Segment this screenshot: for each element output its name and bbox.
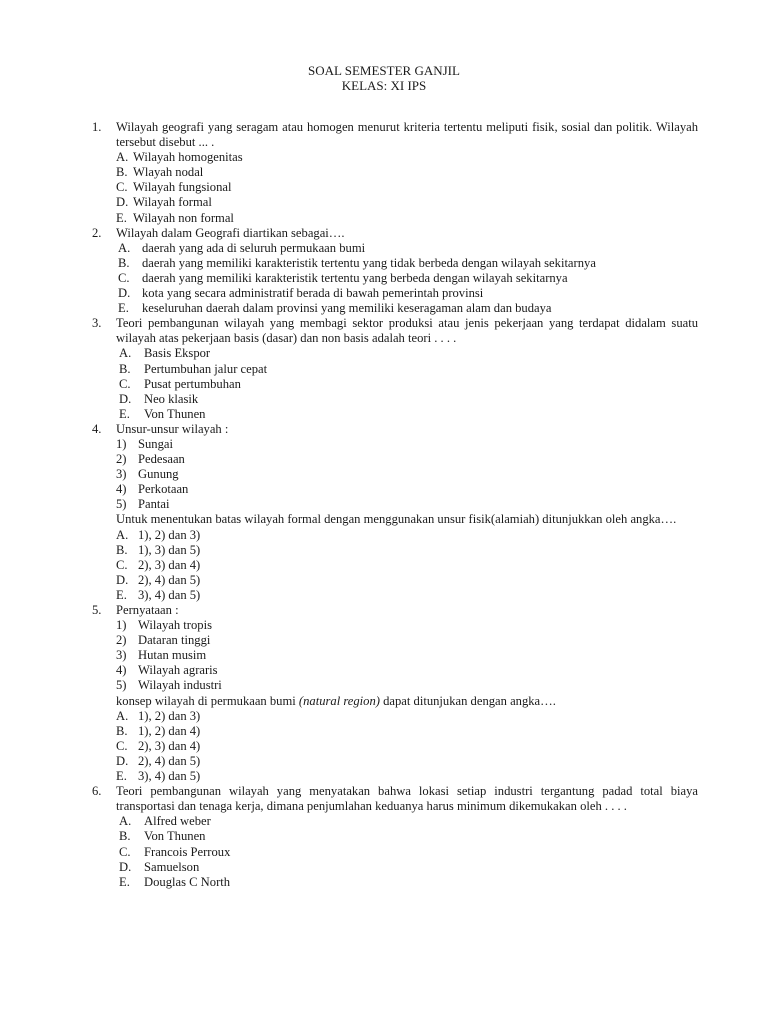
item-text: Wilayah tropis (138, 618, 212, 633)
item-label: 5) (116, 678, 127, 693)
answer-option (116, 301, 698, 316)
item-text: Hutan musim (138, 648, 207, 663)
question-2 (92, 226, 698, 317)
question-text: Teori pembangunan wilayah yang menyatakan bahwa lokasi setiap industri tergantung padad total biaya transportasi dan tenaga kerja, dimana penjumlahan keduanya harus minimum dikemukakan oleh . . . . (116, 784, 698, 814)
option-label: E. (118, 301, 129, 316)
item-text: Wilayah agraris (138, 663, 218, 678)
option-label: D. (118, 286, 131, 301)
option-label: E. (116, 210, 127, 225)
answer-option (116, 377, 698, 392)
question-3 (92, 316, 698, 422)
question-number: 3. (92, 316, 102, 331)
item-text: Wilayah industri (138, 678, 222, 693)
stem-text: dapat ditunjukan dengan angka…. (379, 693, 556, 708)
option-label: D. (116, 572, 129, 587)
statement-item (116, 467, 698, 482)
item-label: 2) (116, 452, 127, 467)
option-label: D. (116, 195, 129, 210)
item-label: 1) (116, 436, 127, 451)
option-label: A. (119, 814, 132, 829)
answer-option (116, 709, 698, 724)
question-5 (92, 603, 698, 784)
answer-option (116, 392, 698, 407)
option-label: B. (116, 723, 128, 738)
answer-option (116, 165, 698, 180)
option-label: A. (118, 240, 131, 255)
option-text: daerah yang ada di seluruh permukaan bumi (142, 240, 366, 255)
item-label: 2) (116, 633, 127, 648)
item-label: 1) (116, 618, 127, 633)
answer-option (116, 829, 698, 844)
option-text: Douglas C North (144, 874, 231, 889)
item-text: Sungai (138, 436, 173, 451)
question-4 (92, 422, 698, 603)
option-text: Alfred weber (144, 814, 211, 829)
question-list (92, 120, 698, 890)
option-text: 2), 3) dan 4) (138, 738, 201, 753)
option-label: C. (119, 844, 131, 859)
answer-option (116, 362, 698, 377)
question-text: Teori pembangunan wilayah yang membagi sektor produksi atau jenis pekerjaan yang terdapat didalam suatu wilayah atas pekerjaan basis (dasar) dan non basis adalah teori . . . . (116, 316, 698, 346)
option-text: Basis Ekspor (144, 346, 211, 361)
document-title: SOAL SEMESTER GANJIL (308, 63, 460, 78)
option-text: 1), 2) dan 3) (138, 527, 201, 542)
option-text: 2), 4) dan 5) (138, 572, 201, 587)
option-text: keseluruhan daerah dalam provinsi yang memiliki keseragaman alam dan budaya (142, 301, 552, 316)
option-label: B. (116, 542, 128, 557)
answer-option (116, 588, 698, 603)
statement-item (116, 648, 698, 663)
answer-option (116, 150, 698, 165)
statement-item (116, 452, 698, 467)
item-label: 3) (116, 648, 127, 663)
option-label: A. (116, 150, 129, 165)
answer-option (116, 528, 698, 543)
answer-option (116, 407, 698, 422)
question-number: 4. (92, 421, 102, 436)
question-text: Unsur-unsur wilayah : (116, 421, 229, 436)
option-text: Wilayah formal (133, 195, 212, 210)
option-label: C. (116, 557, 128, 572)
option-label: D. (119, 391, 132, 406)
question-stem (116, 694, 698, 709)
statement-item (116, 618, 698, 633)
answer-option (116, 769, 698, 784)
question-text: Wilayah geografi yang seragam atau homogen menurut kriteria tertentu meliputi fisik, sosial dan politik. Wilayah tersebut disebut ... . (116, 120, 698, 150)
question-number: 1. (92, 120, 102, 134)
question-number: 2. (92, 225, 102, 240)
document-subtitle: KELAS: XI IPS (341, 78, 427, 93)
option-label: E. (119, 874, 130, 889)
answer-option (116, 543, 698, 558)
stem-italic-term: (natural region) (298, 693, 380, 708)
option-label: B. (116, 165, 128, 180)
answer-option (116, 558, 698, 573)
item-text: Gunung (138, 467, 179, 482)
option-text: Wlayah nodal (133, 165, 204, 180)
option-label: E. (116, 587, 127, 602)
question-number: 6. (92, 784, 102, 799)
option-text: Von Thunen (144, 829, 206, 844)
option-text: Pertumbuhan jalur cepat (144, 361, 268, 376)
option-label: C. (119, 376, 131, 391)
answer-option (116, 875, 698, 890)
statement-item (116, 678, 698, 693)
question-1 (92, 120, 698, 226)
item-text: Perkotaan (138, 482, 189, 497)
item-text: Pedesaan (138, 452, 185, 467)
answer-option (116, 180, 698, 195)
option-text: kota yang secara administratif berada di bawah pemerintah provinsi (142, 286, 484, 301)
option-label: A. (116, 708, 129, 723)
answer-option (116, 814, 698, 829)
answer-option (116, 195, 698, 210)
statement-item (116, 482, 698, 497)
option-text: 2), 4) dan 5) (138, 753, 201, 768)
option-label: A. (116, 527, 129, 542)
answer-option (116, 573, 698, 588)
option-text: 2), 3) dan 4) (138, 557, 201, 572)
question-text: Wilayah dalam Geografi diartikan sebagai…. (116, 225, 345, 240)
option-text: Wilayah homogenitas (133, 150, 243, 165)
option-label: E. (119, 406, 130, 421)
item-text: Pantai (138, 497, 170, 512)
option-label: D. (119, 859, 132, 874)
option-text: Neo klasik (144, 391, 199, 406)
item-label: 5) (116, 497, 127, 512)
stem-text: konsep wilayah di permukaan bumi (116, 693, 299, 708)
option-text: Pusat pertumbuhan (144, 376, 241, 391)
item-label: 3) (116, 467, 127, 482)
option-text: daerah yang memiliki karakteristik tertentu yang tidak berbeda dengan wilayah sekitarnya (142, 255, 596, 270)
answer-option (116, 724, 698, 739)
option-text: 1), 2) dan 3) (138, 708, 201, 723)
option-label: D. (116, 753, 129, 768)
option-text: Francois Perroux (144, 844, 231, 859)
option-text: 3), 4) dan 5) (138, 769, 201, 784)
answer-option (116, 271, 698, 286)
option-text: 1), 3) dan 5) (138, 542, 201, 557)
answer-option (116, 860, 698, 875)
option-label: A. (119, 346, 132, 361)
statement-item (116, 663, 698, 678)
question-text: Pernyataan : (116, 603, 179, 617)
option-text: Von Thunen (144, 406, 206, 421)
option-label: C. (116, 738, 128, 753)
option-label: E. (116, 769, 127, 784)
answer-option (116, 739, 698, 754)
option-label: B. (118, 255, 130, 270)
option-text: Samuelson (144, 859, 200, 874)
statement-item (116, 497, 698, 512)
option-text: Wilayah non formal (133, 210, 234, 225)
answer-option (116, 211, 698, 226)
answer-option (116, 241, 698, 256)
item-label: 4) (116, 482, 127, 497)
answer-option (116, 286, 698, 301)
item-text: Dataran tinggi (138, 633, 211, 648)
item-label: 4) (116, 663, 127, 678)
option-text: 1), 2) dan 4) (138, 723, 201, 738)
answer-option (116, 346, 698, 361)
answer-option (116, 845, 698, 860)
option-label: B. (119, 829, 131, 844)
statement-item (116, 633, 698, 648)
option-label: C. (118, 270, 130, 285)
option-text: 3), 4) dan 5) (138, 587, 201, 602)
option-label: C. (116, 180, 128, 195)
option-text: Wilayah fungsional (133, 180, 232, 195)
question-number: 5. (92, 603, 102, 617)
question-stem: Untuk menentukan batas wilayah formal dengan menggunakan unsur fisik(alamiah) ditunjukkan oleh angka…. (116, 512, 677, 527)
statement-item (116, 437, 698, 452)
option-text: daerah yang memiliki karakteristik tertentu yang berbeda dengan wilayah sekitarnya (142, 270, 568, 285)
question-6 (92, 784, 698, 890)
option-label: B. (119, 361, 131, 376)
answer-option (116, 754, 698, 769)
answer-option (116, 256, 698, 271)
